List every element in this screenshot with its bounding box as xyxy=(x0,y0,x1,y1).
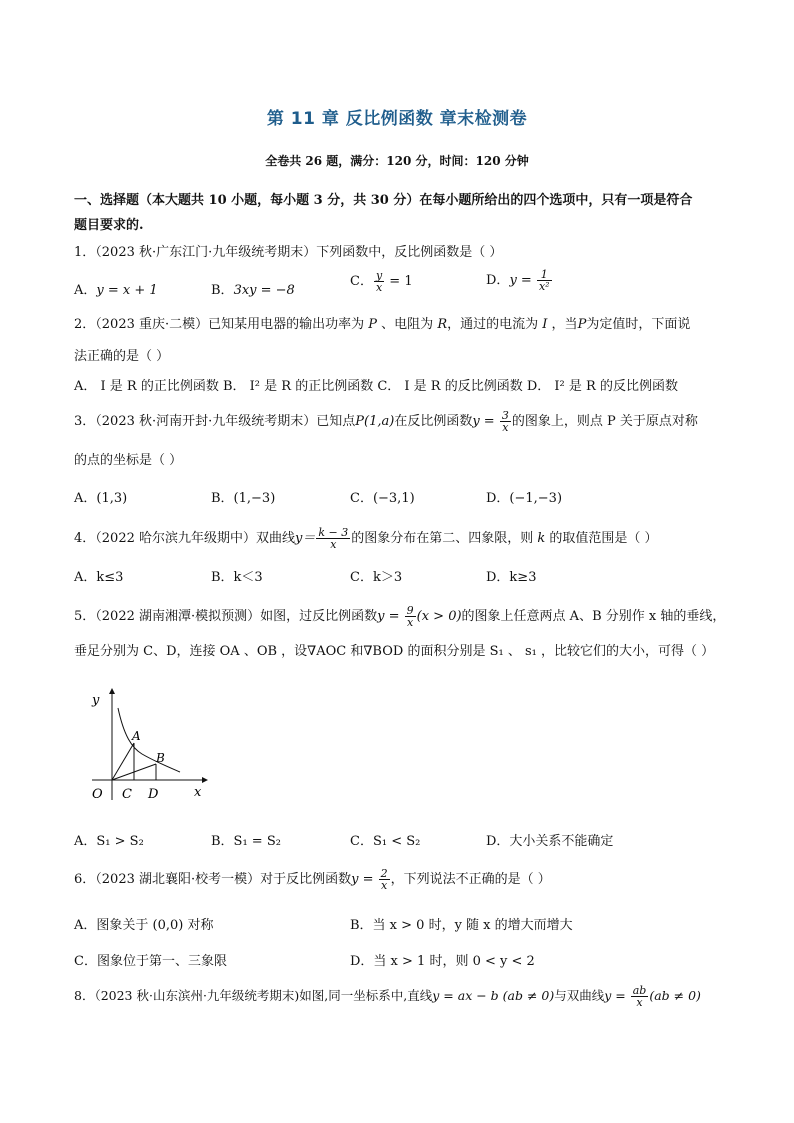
segment-oa xyxy=(112,743,134,780)
question-3-stem: 3．（2023 秋·河南开封·九年级统考期末）已知点P(1,a)在反比例函数y = $\frac{3}{x}$ 的图象上，则点 P 关于原点对称 xyxy=(74,409,698,434)
question-6-stem: 6．（2023 湖北襄阳·校考一模）对于反比例函数y = $\frac{2}{x}$ ，下列说法不正确的是（ ） xyxy=(74,867,551,892)
label-o: O xyxy=(92,787,103,802)
q6-option-b: B．当 x > 0 时，y 随 x 的增大而增大 xyxy=(350,918,573,933)
hyperbola-curve xyxy=(118,708,180,772)
q4-option-a: A．k≤3 xyxy=(74,570,124,585)
q6-option-d: D．当 x > 1 时，则 0 < y < 2 xyxy=(350,954,535,969)
question-8-stem: 8．（2023 秋·山东滨州·九年级统考期末)如图,同一坐标系中,直线y = ax − b (ab ≠ 0)与双曲线y = $\frac{ab}{x}$ (ab ≠ 0) xyxy=(74,984,701,1009)
label-y: y xyxy=(92,693,100,708)
question-5-stem: 5．（2022 湖南湘潭·模拟预测）如图，过反比例函数y = $\frac{9}{x}$ (x > 0)的图象上任意两点 A、B 分别作 x 轴的垂线， xyxy=(74,604,726,629)
exam-info: 全卷共 26 题，满分：120 分，时间：120 分钟 xyxy=(265,154,529,168)
question-3-stem-cont: 的点的坐标是（ ） xyxy=(74,453,183,468)
q1-option-b: B．3xy = −8 xyxy=(211,283,295,298)
q4-option-c: C．k＞3 xyxy=(350,570,403,585)
page-title: 第 11 章 反比例函数 章末检测卷 xyxy=(266,109,528,129)
y-axis-arrow xyxy=(109,688,115,694)
q1-option-c: C． $\frac{y}{x}$ = 1 xyxy=(350,269,413,294)
question-2-stem-cont: 法正确的是（ ） xyxy=(74,349,170,364)
question-6-options-row2 xyxy=(74,950,734,972)
question-2-stem: 2．（2023 重庆·二模）已知某用电器的输出功率为 P 、电阻为 R，通过的电流为 I ，当P为定值时，下面说 xyxy=(74,317,691,332)
q4-option-d: D．k≥3 xyxy=(486,570,537,585)
label-c: C xyxy=(122,787,132,802)
question-1-stem: 1．（2023 秋·广东江门·九年级统考期末）下列函数中，反比例函数是（ ） xyxy=(74,245,503,260)
question-2-options: A． I 是 R 的正比例函数 B． I² 是 R 的正比例函数 C． I 是 R 的反比例函数 D． I² 是 R 的反比例函数 xyxy=(74,379,678,394)
label-b: B xyxy=(156,751,165,765)
question-3-options xyxy=(74,487,734,509)
q5-option-d: D．大小关系不能确定 xyxy=(486,834,614,849)
q3-option-b: B．(1,−3) xyxy=(211,491,276,506)
section-heading: 一、选择题（本大题共 10 小题，每小题 3 分，共 30 分）在每小题所给出的四个选项中，只有一项是符合 xyxy=(74,193,693,208)
question-4-options xyxy=(74,566,734,588)
q1-option-d: D．y = $\frac{1}{\text{x²}}$ xyxy=(486,268,550,293)
question-6-options-row1 xyxy=(74,914,734,936)
q3-option-a: A．(1,3) xyxy=(74,491,128,506)
x-axis-arrow xyxy=(202,777,208,783)
q3-option-c: C．(−3,1) xyxy=(350,491,415,506)
label-d: D xyxy=(148,787,159,802)
q4-option-b: B．k＜3 xyxy=(211,570,263,585)
label-x: x xyxy=(194,785,202,800)
hyperbola-figure xyxy=(84,688,214,803)
q5-option-b: B．S₁ = S₂ xyxy=(211,834,281,849)
q6-option-a: A．图象关于 (0,0) 对称 xyxy=(74,918,214,933)
q1-option-a: A．y = x + 1 xyxy=(74,283,158,298)
q6-option-c: C．图象位于第一、三象限 xyxy=(74,954,227,969)
section-heading-cont: 题目要求的. xyxy=(74,218,144,233)
q3-option-d: D．(−1,−3) xyxy=(486,491,563,506)
q5-option-a: A．S₁ > S₂ xyxy=(74,834,144,849)
question-5-stem-cont: 垂足分别为 C、D，连接 OA 、OB ，设∇AOC 和∇BOD 的面积分别是 S₁ 、 s₁ ，比较它们的大小，可得（ ） xyxy=(74,644,715,659)
question-1-options xyxy=(74,268,734,301)
label-a: A xyxy=(132,729,141,743)
question-5-options xyxy=(74,830,734,852)
q5-option-c: C．S₁ < S₂ xyxy=(350,834,421,849)
question-4-stem: 4．（2022 哈尔滨九年级期中）双曲线y＝ $\frac{k - 3}{x}$ 的图象分布在第二、四象限，则 k 的取值范围是（ ） xyxy=(74,526,658,551)
